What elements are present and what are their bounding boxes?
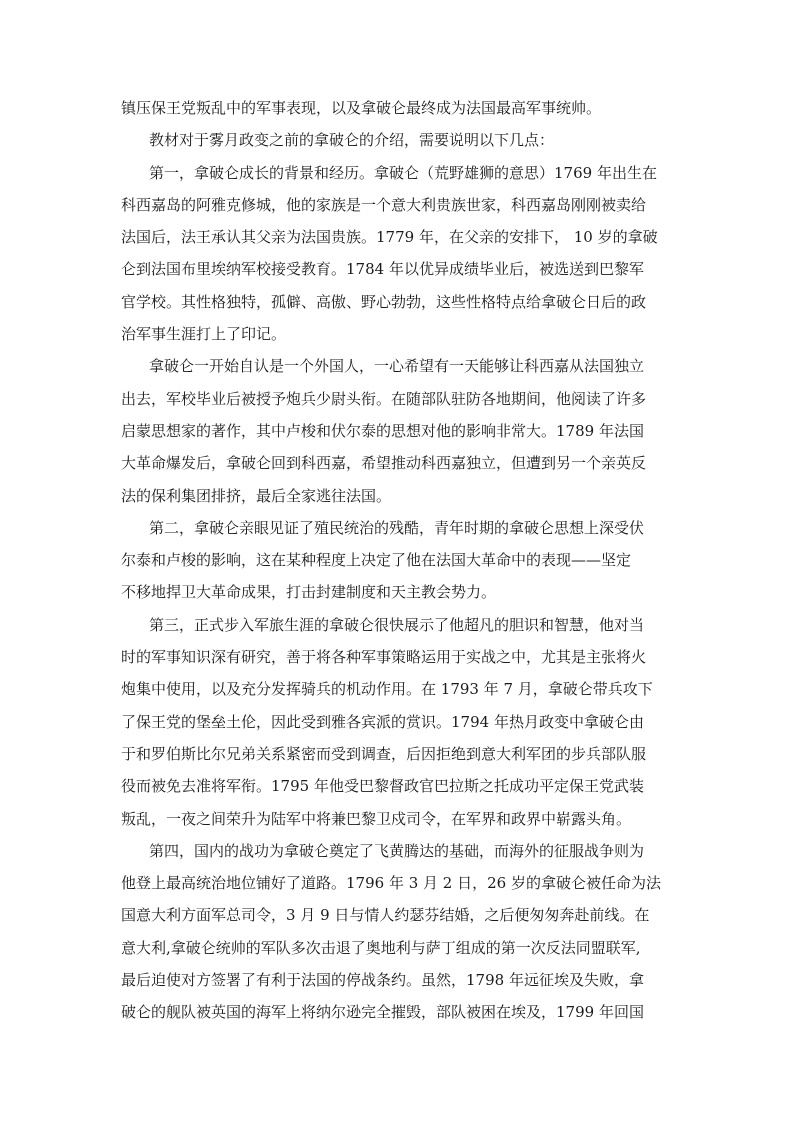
text-line: 他登上最高统治地位铺好了道路。1796 年 3 月 2 日，26 岁的拿破仑被任命为法 xyxy=(121,874,661,893)
text-line: 大革命爆发后，拿破仑回到科西嘉，希望推动科西嘉独立，但遭到另一个亲英反 xyxy=(121,454,647,473)
text-line: 法的保利集团排挤，最后全家逃往法国。 xyxy=(121,486,392,505)
text-line: 破仑的舰队被英国的海军上将纳尔逊完全摧毁，部队被困在埃及，1799 年回国 xyxy=(121,1003,644,1022)
text-line: 炮集中使用，以及充分发挥骑兵的机动作用。在 1793 年 7 月，拿破仑带兵攻下 xyxy=(121,680,653,699)
text-line: 出去，军校毕业后被授予炮兵少尉头衔。在随部队驻防各地期间，他阅读了许多 xyxy=(121,389,647,408)
text-line: 役而被免去准将军衔。1795 年他受巴黎督政官巴拉斯之托成功平定保王党武装 xyxy=(121,777,644,796)
text-line: 拿破仑一开始自认是一个外国人，一心希望有一天能够让科西嘉从法国独立 xyxy=(149,357,645,376)
text-line: 国意大利方面军总司令，3 月 9 日与情人约瑟芬结婚，之后便匆匆奔赴前线。在 xyxy=(121,906,650,925)
text-line: 第四，国内的战功为拿破仑奠定了飞黄腾达的基础，而海外的征服战争则为 xyxy=(149,841,645,860)
text-line: 不移地捍卫大革命成果，打击封建制度和天主教会势力。 xyxy=(121,583,497,602)
text-line: 仑到法国布里埃纳军校接受教育。1784 年以优异成绩毕业后，被选送到巴黎军 xyxy=(121,260,644,279)
text-line: 最后迫使对方签署了有利于法国的停战条约。虽然，1798 年远征埃及失败，拿 xyxy=(121,971,644,990)
text-line: 治军事生涯打上了印记。 xyxy=(121,325,287,344)
text-line: 官学校。其性格独特，孤僻、高傲、野心勃勃，这些性格特点给拿破仑日后的政 xyxy=(121,292,647,311)
text-line: 第二，拿破仑亲眼见证了殖民统治的残酷，青年时期的拿破仑思想上深受伏 xyxy=(149,518,645,537)
text-line: 镇压保王党叛乱中的军事表现，以及拿破仑最终成为法国最高军事统帅。 xyxy=(121,99,602,117)
text-line: 了保王党的堡垒土伦，因此受到雅各宾派的赏识。1794 年热月政变中拿破仑由 xyxy=(121,712,644,731)
text-line: 启蒙思想家的著作，其中卢梭和伏尔泰的思想对他的影响非常大。1789 年法国 xyxy=(121,421,644,440)
text-line: 于和罗伯斯比尔兄弟关系紧密而受到调查，后因拒绝到意大利军团的步兵部队服 xyxy=(121,744,647,763)
text-line: 教材对于雾月政变之前的拿破仑的介绍，需要说明以下几点： xyxy=(149,131,555,150)
body-text xyxy=(121,92,691,1029)
text-line: 叛乱，一夜之间荣升为陆军中将兼巴黎卫戍司令，在军界和政界中崭露头角。 xyxy=(121,809,632,828)
text-line: 第一，拿破仑成长的背景和经历。拿破仑（荒野雄狮的意思）1769 年出生在 xyxy=(149,163,657,182)
text-line: 科西嘉岛的阿雅克修城，他的家族是一个意大利贵族世家，科西嘉岛刚刚被卖给 xyxy=(121,195,647,214)
text-line: 尔泰和卢梭的影响，这在某种程度上决定了他在法国大革命中的表现——坚定 xyxy=(121,551,632,570)
text-line: 时的军事知识深有研究，善于将各种军事策略运用于实战之中，尤其是主张将火 xyxy=(121,648,647,667)
text-line: 意大利,拿破仑统帅的军队多次击退了奥地利与萨丁组成的第一次反法同盟联军, xyxy=(121,938,641,957)
text-line: 第三，正式步入军旅生涯的拿破仑很快展示了他超凡的胆识和智慧，他对当 xyxy=(149,615,645,634)
text-line: 法国后，法王承认其父亲为法国贵族。1779 年，在父亲的安排下， 10 岁的拿破 xyxy=(121,228,658,247)
